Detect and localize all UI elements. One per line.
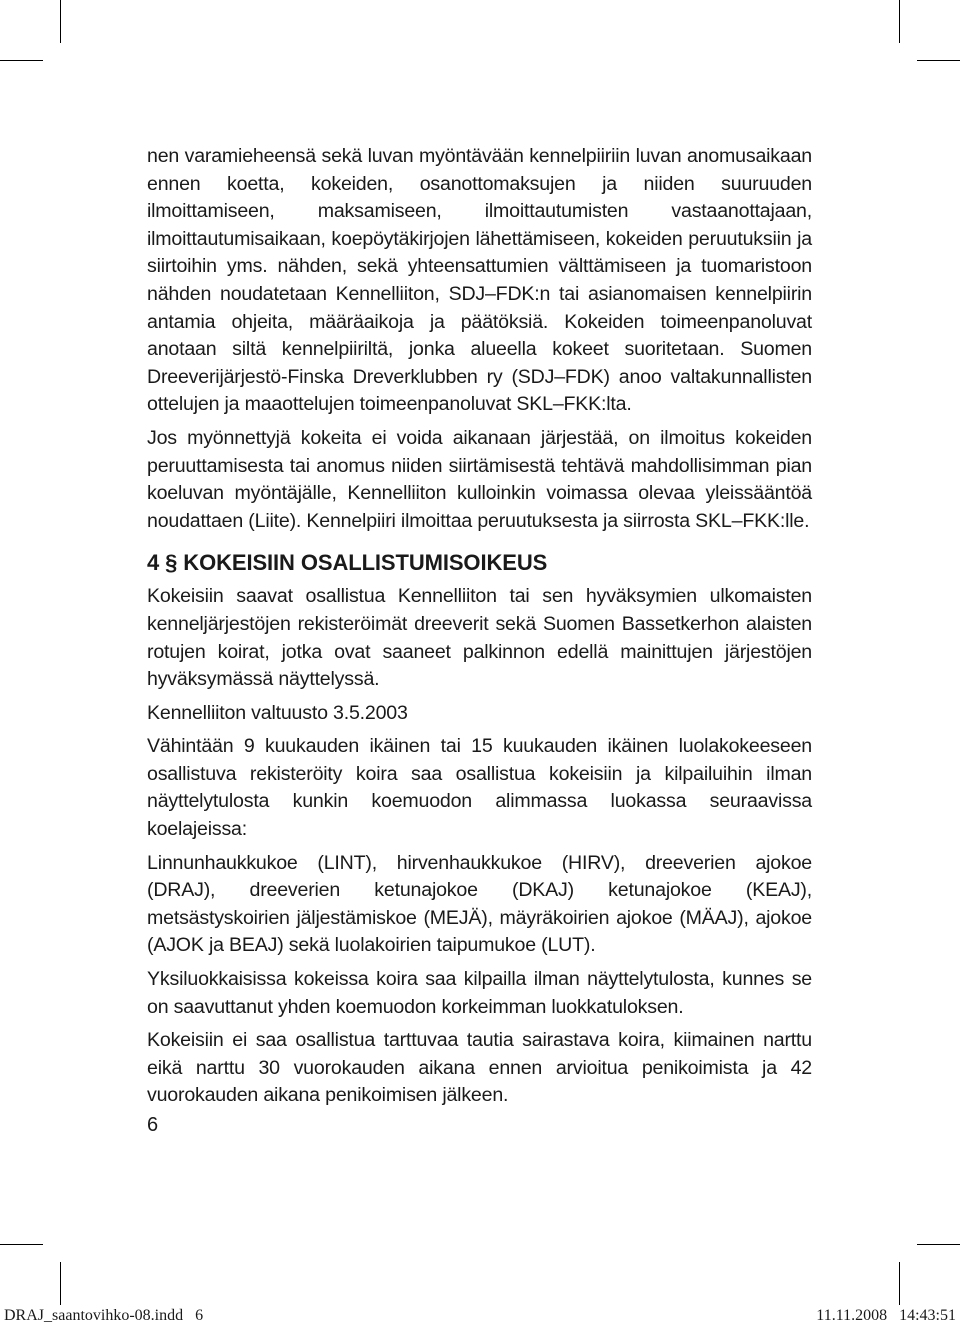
crop-mark-bottom-left-horizontal [0,1244,43,1245]
crop-mark-bottom-right-horizontal [917,1244,960,1245]
crop-mark-top-left [60,0,61,43]
paragraph-eligibility: Kokeisiin saavat osallistua Kennelliiton tai sen hyväksymien ulkomaisten kenneljärjestöjen rekisteröimät dreeverit sekä Suomen Bassetkerhon alaisten rotujen koirat, jotka ovat saaneet palkinnon edellä mainittujen järjestöjen hyväksymässä näyttelyssä. [147,585,812,691]
paragraph-intro-1: nen varamieheensä sekä luvan myöntävään kennelpiiriin luvan anomusaikaan ennen koetta, kokeiden, osanottomaksujen ja niiden suuruuden ilmoittamiseen, maksamiseen, ilmoittautumisten vastaanottajaan, ilmoittautumisaikaan, koepöytäkirjojen lähettämiseen, kokeiden peruutuksiin ja siirtoihin yms. nähden, sekä yhteensattumien välttämiseen ja tuomaristoon nähden noudatetaan Kennelliiton, SDJ–FDK:n tai asianomaisen kennelpiirin antamia ohjeita, määräaikoja ja päätöksiä. Kokeiden toimeenpanoluvat anotaan siltä kennelpiiriltä, jonka alueella kokeet suoritetaan. Suomen Dreeverijärjestö-Finska Dreverklubben ry (SDJ–FDK) anoo valtakunnallisten ottelujen ja maaottelujen toimeenpanoluvat SKL–FKK:lta. [147,145,812,416]
crop-mark-top-left-horizontal [0,60,43,61]
section-number: 4 [147,550,160,576]
crop-mark-top-right-horizontal [917,60,960,61]
slug-timestamp: 11.11.2008 14:43:51 [816,1307,956,1324]
section-title: KOKEISIIN OSALLISTUMISOIKEUS [183,550,548,576]
slug-filename: DRAJ_saantovihko-08.indd 6 [4,1307,204,1324]
paragraph-age-rule: Vähintään 9 kuukauden ikäinen tai 15 kuukauden ikäinen luolakokeeseen osallistuva rekisteröity koira saa osallistua kokeisiin ja kilpailuihin ilman näyttelytulosta kunkin koemuodon alimmassa luokassa seuraavissa koelajeissa: [147,735,812,841]
paragraph-council-note: Kennelliiton valtuusto 3.5.2003 [147,701,408,724]
paragraph-trial-types: Linnunhaukkukoe (LINT), hirvenhaukkukoe (HIRV), dreeverien ajokoe (DRAJ), dreeverien ketunajokoe (DKAJ) ketunajokoe (KEAJ), metsästyskoirien jäljestämiskoe (MEJÄ), mäyräkoirien ajokoe (MÄAJ), ajokoe (AJOK ja BEAJ) sekä luolakoirien taipumukoe (LUT). [147,851,812,957]
crop-mark-bottom-right [899,1262,900,1305]
section-heading [147,549,812,577]
paragraph-health-rule: Kokeisiin ei saa osallistua tarttuvaa tautia sairastava koira, kiimainen narttu eikä narttu 30 vuorokauden aikana ennen arvioitua penikoimista ja 42 vuorokauden aikana penikoimisen jälkeen. [147,1029,812,1107]
section-symbol: § [165,550,178,576]
document-body [147,143,812,1140]
page-number: 6 [147,1114,158,1136]
crop-mark-bottom-left [60,1262,61,1305]
paragraph-single-class: Yksiluokkaisissa kokeissa koira saa kilpailla ilman näyttelytulosta, kunnes se on saavuttanut yhden koemuodon korkeimman luokkatuloksen. [147,968,812,1018]
crop-mark-top-right [899,0,900,43]
print-slug [0,1305,960,1327]
paragraph-intro-2: Jos myönnettyjä kokeita ei voida aikanaan järjestää, on ilmoitus kokeiden peruuttamisesta tai anomus niiden siirtämisestä tehtävä mahdollisimman pian koeluvan myöntäjälle, Kennelliiton kulloinkin voimassa olevaa yleissääntöä noudattaen (Liite). Kennelpiiri ilmoittaa peruutuksesta ja siirrosta SKL–FKK:lle. [147,426,812,532]
